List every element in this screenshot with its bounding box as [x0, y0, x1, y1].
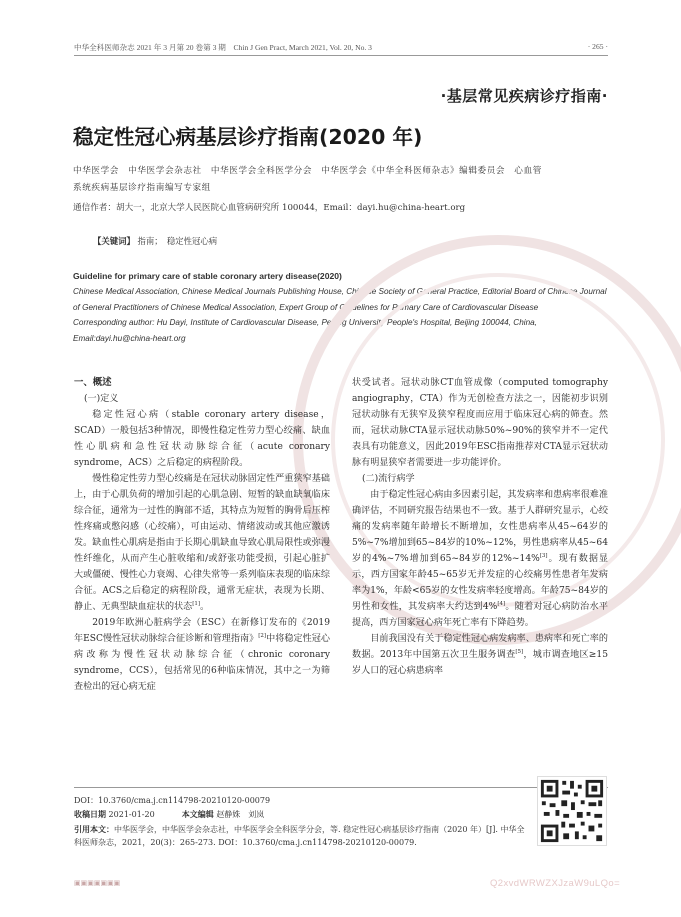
editor-label: 本文编辑 [181, 810, 214, 819]
watermark-text: Q2xvdWRWZXJzaW9uLQo= [490, 878, 621, 889]
citation-ref[interactable]: [2] [258, 632, 267, 639]
received-date: 2021-01-20 [108, 810, 155, 819]
doi[interactable]: DOI：10.3760/cma.j.cn114798-20210120-00079 [74, 796, 271, 805]
paragraph-text: 。随着对冠心病防治水平提高，西方国家冠心病年死亡率有下降趋势。 [352, 602, 608, 628]
paragraph-text: 中将稳定性冠心病改称为慢性冠状动脉综合征（chronic coronary syndrome，CCS），包括常见的6种临床情况，其中之一为筛查检出的冠心病无症 [74, 634, 330, 692]
cite-label: 引用本文： [74, 825, 114, 834]
keywords-label: 【关键词】 [93, 236, 135, 246]
received-label: 收稿日期 [74, 810, 106, 819]
english-abstract-block [73, 269, 608, 346]
citation-ref[interactable]: [3] [539, 552, 548, 559]
header-rule [74, 55, 608, 56]
paragraph: 稳定性冠心病（stable coronary artery disease，SCAD）一般包括3种情况，即慢性稳定性劳力型心绞痛、缺血性心肌病和急性冠状动脉综合征（acute coronary syndrome，ACS）之后稳定的病程阶段。 [74, 410, 330, 468]
english-title: Guideline for primary care of stable coronary artery disease(2020) [73, 271, 342, 281]
english-corresponding: Corresponding author: Hu Dayi, Institute of Cardiovascular Disease, Peking University People's Hospital, Beijing 100044, China, Email:dayi.hu@china-heart.org [73, 318, 537, 343]
paragraph [352, 631, 608, 679]
editor-names: 赵静姝 刘岚 [216, 810, 265, 819]
citation-ref[interactable]: [4] [497, 600, 506, 607]
article-title: 稳定性冠心病基层诊疗指南(2020 年) [73, 125, 423, 149]
authors-cn: 中华医学会 中华医学会杂志社 中华医学会全科医学分会 中华医学会《中华全科医师杂志》编辑委员会 心血管系统疾病基层诊疗指南编写专家组 [73, 166, 542, 193]
cite-text: 中华医学会，中华医学会杂志社，中华医学会全科医学分会，等. 稳定性冠心病基层诊疗指南（2020 年）[J]. 中华全科医师杂志，2021，20(3)：265-273. DOI：10.3760/cma.j.cn114798-20210120-00079. [74, 825, 525, 847]
paragraph-text: ，城市调查地区≥15岁人口的冠心病患病率 [352, 650, 608, 676]
paragraph-text: 目前我国没有关于稳定性冠心病发病率、患病率和死亡率的数据。2013年中国第五次卫生服务调查 [352, 634, 608, 660]
footer-rule [74, 787, 608, 788]
keywords-value: 指南； 稳定性冠心病 [137, 236, 218, 246]
paragraph-text: 2019年欧洲心脏病学会（ESC）在新修订发布的《2019年ESC慢性冠状动脉综合征诊断和管理指南》 [74, 618, 330, 644]
paragraph-continuation: 状受试者。冠状动脉CT血管成像（computed tomography angiography，CTA）作为无创检查方法之一，因能初步识别冠状动脉有无狭窄及狭窄程度而应用于临床冠心病的筛查。然而，冠状动脉CTA显示冠状动脉50%~90%的狭窄并不一定代表具有功能意义，因此2019年ESC指南推荐对CTA显示冠状动脉有明显狭窄者需要进一步功能评价。 [352, 378, 608, 468]
qr-code[interactable] [537, 776, 607, 846]
english-authors: Chinese Medical Association, Chinese Medical Journals Publishing House, Chinese Society of General Practice, Editorial Board of Chinese Journal of General Practitioners of Chinese Medical Association, Expert Group of Guidelines for Primary Care of Cardiovascular Disease [73, 287, 607, 312]
publisher-logo: ▣▣▣▣▣▣▣ [74, 879, 121, 887]
running-head-journal: 中华全科医师杂志 2021 年 3 月第 20 卷第 3 期 Chin J Gen Pract, March 2021, Vol. 20, No. 3 [74, 43, 372, 52]
paragraph-text: 。 [200, 602, 210, 612]
running-head [74, 42, 608, 53]
body-left-column [74, 375, 330, 695]
paragraph-text: 慢性稳定性劳力型心绞痛是在冠状动脉固定性严重狭窄基础上，由于心肌负荷的增加引起的心肌急剧、短暂的缺血缺氧临床综合征，通常为一过性的胸部不适，其特点为短暂的胸骨后压榨性疼痛或憋闷感（心绞痛），可由运动、情绪波动或其他应激诱发。缺血性心肌病是指由于长期心肌缺血导致心肌局限性或弥漫性纤维化，从而产生心脏收缩和/或舒张功能受损，引起心脏扩大或僵硬、慢性心力衰竭、心律失常等一系列临床表现的临床综合征。ACS之后稳定的病程阶段，通常无症状，表现为长期、静止、无典型缺血症状的状态 [74, 474, 330, 612]
correspondence-cn: 通信作者：胡大一，北京大学人民医院心血管病研究所 100044，Email：dayi.hu@china-heart.org [73, 203, 466, 213]
section-heading-overview: 一、概述 [74, 377, 112, 388]
paragraph [74, 615, 330, 695]
citation-ref[interactable]: [1] [192, 600, 201, 607]
paragraph [352, 487, 608, 631]
keywords [93, 235, 217, 247]
page-number: · 265 · [587, 42, 608, 51]
subsection-heading-definition: (一)定义 [84, 394, 119, 404]
paragraph [74, 471, 330, 615]
doi-line [74, 794, 270, 807]
paragraph-text: 。现有数据显示，西方国家年龄45~65岁无并发症的心绞痛男性患者年发病率为1%，年龄<65岁的女性发病率轻度增高。年龄75~84岁的男性和女性，其发病率大约达到4% [352, 554, 608, 612]
paragraph-text: 由于稳定性冠心病由多因素引起，其发病率和患病率很难准确评估，不同研究报告结果也不一致。基于人群研究显示，心绞痛的发病率随年龄增长不断增加，女性患病率从45~64岁的5%~7%增加到65~84岁的10%~12%，男性患病率从45~64岁的4%~7%增加到65~84岁的12%~14% [352, 490, 608, 564]
body-right-column [352, 375, 608, 679]
column-label: ·基层常见疾病诊疗指南· [440, 87, 608, 105]
subsection-heading-epidemiology: (二)流行病学 [362, 474, 415, 484]
received-line [74, 808, 264, 821]
citation-ref[interactable]: [5] [515, 648, 524, 655]
citation-line [74, 823, 529, 849]
